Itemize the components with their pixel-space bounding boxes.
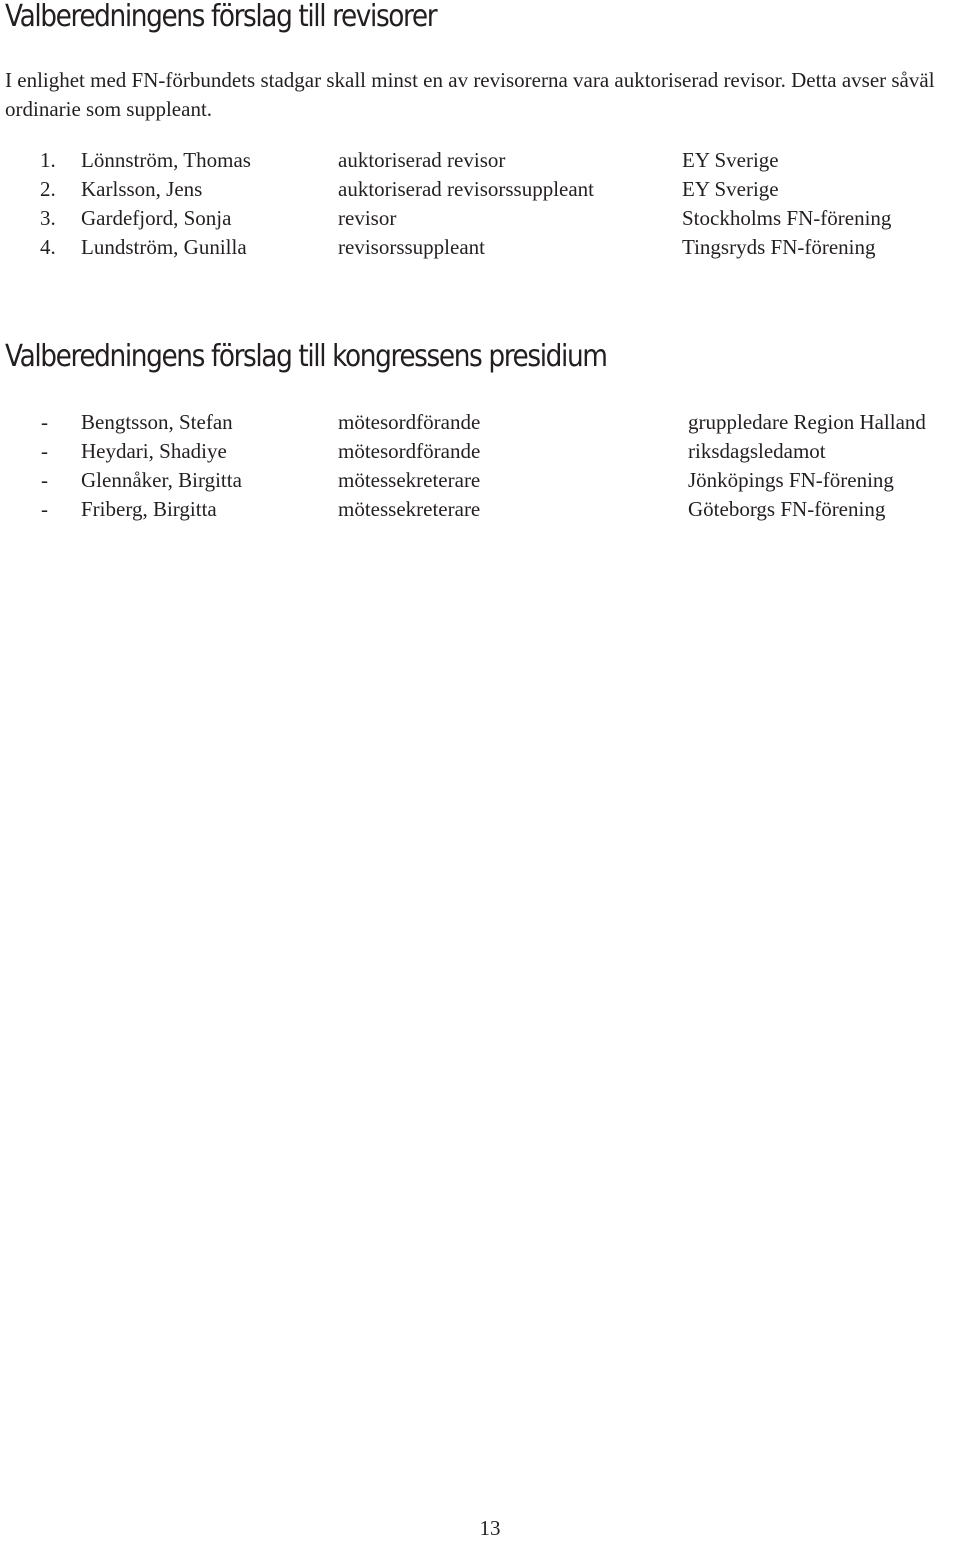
list-item [0,233,960,262]
person-name: Lundström, Gunilla [81,235,247,259]
person-organization: Stockholms FN-förening [682,206,892,230]
presidium-heading: Valberedningens förslag till kongressens presidium [5,339,607,374]
person-role: mötessekreterare [338,497,481,521]
page-number: 13 [479,1516,501,1540]
list-item [0,466,960,495]
person-name: Karlsson, Jens [81,177,203,201]
person-name: Lönnström, Thomas [81,148,251,172]
person-name: Glennåker, Birgitta [81,468,242,492]
list-item [0,408,960,437]
person-organization: Tingsryds FN-förening [682,235,876,259]
person-name: Friberg, Birgitta [81,497,217,521]
person-organization: Göteborgs FN-förening [688,497,886,521]
revisors-heading: Valberedningens förslag till revisorer [5,0,437,34]
person-role: auktoriserad revisor [338,148,506,172]
list-number: 2. [40,177,56,201]
person-role: revisorssuppleant [338,235,485,259]
list-item [0,437,960,466]
person-name: Gardefjord, Sonja [81,206,232,230]
list-item [0,495,960,524]
person-organization: EY Sverige [682,148,779,172]
list-item [0,204,960,233]
list-number: 4. [40,235,56,259]
person-organization: EY Sverige [682,177,779,201]
person-role: mötesordförande [338,410,481,434]
person-role: mötessekreterare [338,468,481,492]
list-bullet: - [41,410,48,434]
person-role: revisor [338,206,397,230]
revisors-intro: I enlighet med FN-förbundets stadgar skall minst en av revisorerna vara auktoriserad revisor. Detta avser såväl ordinarie som suppleant. [5,68,935,121]
list-number: 3. [40,206,56,230]
person-organization: Jönköpings FN-förening [688,468,894,492]
person-organization: gruppledare Region Halland [688,410,926,434]
person-role: mötesordförande [338,439,481,463]
person-name: Heydari, Shadiye [81,439,227,463]
list-bullet: - [41,497,48,521]
person-name: Bengtsson, Stefan [81,410,233,434]
presidium-list [0,408,960,524]
list-item [0,175,960,204]
person-role: auktoriserad revisorssuppleant [338,177,595,201]
person-organization: riksdagsledamot [688,439,826,463]
list-bullet: - [41,439,48,463]
list-number: 1. [40,148,56,172]
list-item [0,146,960,175]
revisors-list [0,146,960,262]
list-bullet: - [41,468,48,492]
